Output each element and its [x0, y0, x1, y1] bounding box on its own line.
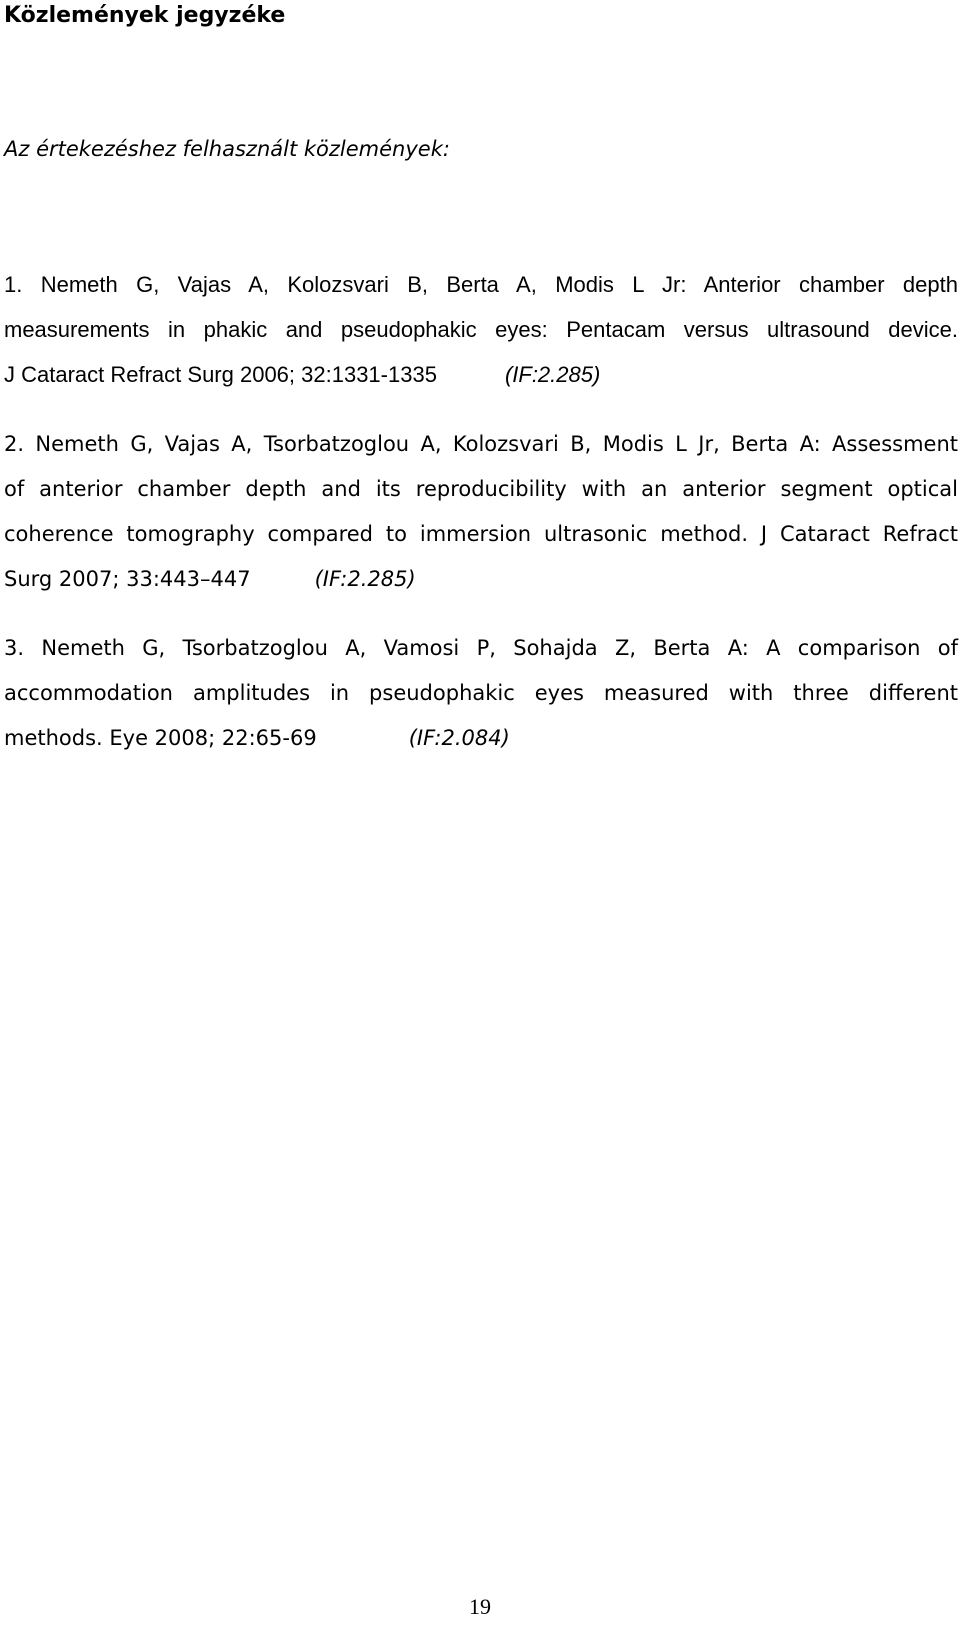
reference-2-line-2: of anterior chamber depth and its reproducibility with an anterior segment optical: [4, 477, 958, 501]
reference-2-line-1: 2. Nemeth G, Vajas A, Tsorbatzoglou A, Kolozsvari B, Modis L Jr, Berta A: Assessment: [4, 432, 958, 456]
reference-3-line-2: accommodation amplitudes in pseudophakic eyes measured with three different: [4, 681, 958, 705]
reference-item-2: [4, 422, 958, 602]
reference-item-1: [4, 262, 958, 397]
section-subtitle: Az értekezéshez felhasznált közlemények:: [4, 137, 450, 161]
reference-1-impact-factor: (IF:2.285): [504, 362, 601, 387]
reference-3-impact-factor: (IF:2.084): [408, 726, 510, 750]
reference-1-line-1: 1. Nemeth G, Vajas A, Kolozsvari B, Berta A, Modis L Jr: Anterior chamber depth: [4, 272, 958, 297]
reference-1-citation: J Cataract Refract Surg 2006; 32:1331-1335: [4, 362, 437, 387]
reference-3-line-3: [4, 716, 958, 761]
page-number: 19: [469, 1594, 491, 1619]
reference-2-citation: Surg 2007; 33:443–447: [4, 567, 251, 591]
page-title: Közlemények jegyzéke: [4, 3, 286, 28]
reference-3-line-1: 3. Nemeth G, Tsorbatzoglou A, Vamosi P, Sohajda Z, Berta A: A comparison of: [4, 636, 958, 660]
reference-1-line-2: measurements in phakic and pseudophakic eyes: Pentacam versus ultrasound device.: [4, 317, 958, 342]
reference-3-citation: methods. Eye 2008; 22:65-69: [4, 726, 317, 750]
reference-2-impact-factor: (IF:2.285): [314, 567, 416, 591]
reference-2-line-3: coherence tomography compared to immersion ultrasonic method. J Cataract Refract: [4, 522, 958, 546]
reference-2-line-4: [4, 557, 958, 602]
reference-item-3: [4, 626, 958, 761]
reference-1-line-3: [4, 352, 958, 397]
